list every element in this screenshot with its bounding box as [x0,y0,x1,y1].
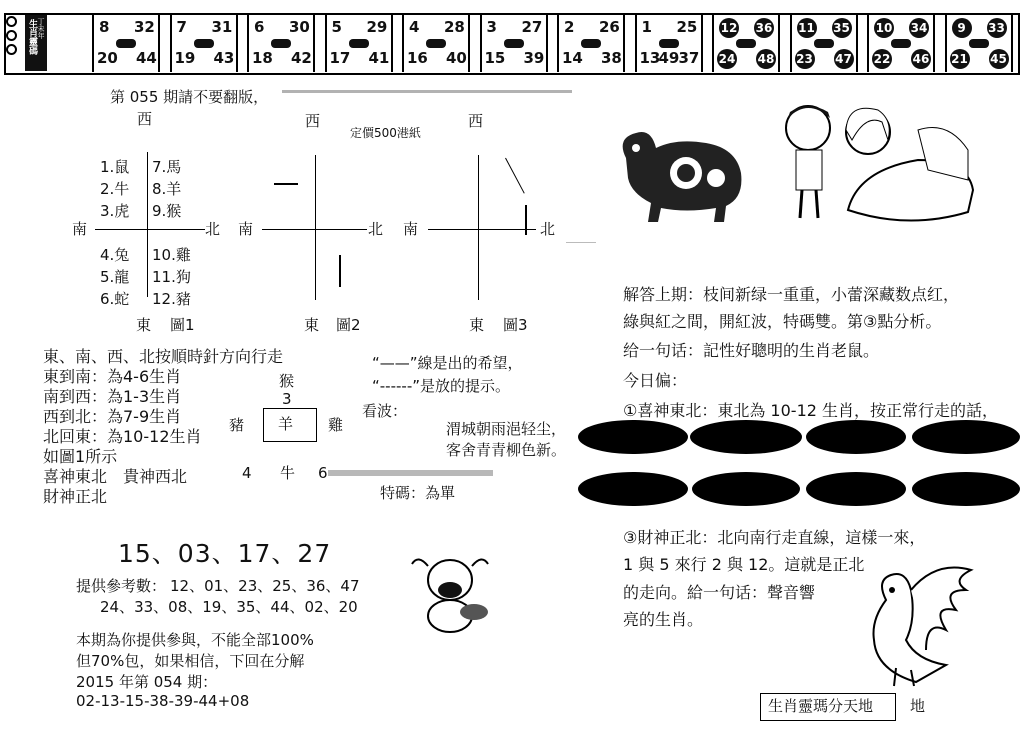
cell-bottom-right-number: 37 [678,49,700,67]
cell-top-right-number: 29 [366,18,388,36]
number-cell [635,15,703,72]
fig1-zodiac-item: 7.馬 [152,158,182,176]
redaction-mark [692,472,800,506]
number-cell [92,15,160,72]
cell-top-left-number: 9 [952,18,972,38]
number-cell [945,15,1013,72]
disclaimer-1: 本期為你提供參與，不能全部100% [76,631,314,649]
fig1-north: 北 [205,220,221,238]
fig2-north: 北 [368,220,384,238]
fig1-zodiac-item: 3.虎 [100,202,130,220]
cell-bottom-left-number: 20 [97,49,118,67]
fig3-diag-line [505,158,525,194]
answer-line: ①喜神東北：東北為 10-12 生肖，按正常行走的話， [623,401,999,420]
cell-top-left-number: 11 [797,18,817,38]
number-cell [170,15,238,72]
reference-label: 提供參考數： [76,577,167,595]
cell-top-left-number: 5 [331,18,342,36]
zodiac-silhouette-icon [969,39,989,48]
ring-icon [6,16,17,27]
direction-rule-line: 東到南：為4-6生肖 [43,367,182,386]
number-cell [790,15,858,72]
cell-bottom-right-number: 44 [136,49,157,67]
cell-bottom-right-number: 45 [989,49,1009,69]
fig1-zodiac-item: 10.雞 [152,246,191,264]
legend-dashed: “------”是放的提示。 [372,377,511,395]
ring-icon [6,30,17,41]
binder-rings [6,16,20,58]
zodiac-silhouette-icon [426,39,446,48]
zodiac-silhouette-icon [271,39,291,48]
cell-bottom-right-number: 41 [368,49,390,67]
cell-bottom-left-number: 22 [872,49,892,69]
cell-top-left-number: 8 [99,18,110,36]
number-cell [557,15,625,72]
fig2-caption: 圖2 [336,316,361,334]
cell-bottom-left-number: 13 [639,49,661,67]
cell-top-right-number: 31 [211,18,233,36]
fig3-tail-line [566,242,596,243]
direction-rule-line: 北回東：為10-12生肖 [43,427,202,446]
redaction-mark [912,472,1020,506]
reference-line-1: 12、01、23、25、36、47 [170,577,360,595]
mini-center: 羊 [278,415,294,433]
number-cell [325,15,393,72]
zodiac-silhouette-icon [504,39,524,48]
fig1-zodiac-item: 1.鼠 [100,158,130,176]
fig1-vline [147,152,148,297]
previous-issue-result: 02-13-15-38-39-44+08 [76,692,250,710]
cell-top-right-number: 34 [909,18,929,38]
fig1-zodiac-item: 9.猴 [152,202,182,220]
zodiac-silhouette-icon [891,39,911,48]
fig1-west: 西 [137,110,153,128]
answer-line: 解答上期：枝间新绿一重重，小蕾深藏数点红， [623,285,960,304]
cell-bottom-right-number: 43 [213,49,235,67]
fig1-caption: 圖1 [170,316,195,334]
direction-rule-line: 西到北：為7-9生肖 [43,407,182,426]
cell-top-right-number: 25 [676,18,698,36]
zodiac-silhouette-icon [349,39,369,48]
redaction-mark [806,420,906,454]
number-cell [247,15,315,72]
mini-bottom-left: 4 [242,464,252,482]
rooster-icon [856,560,976,690]
cell-bottom-left-number: 19 [174,49,196,67]
cell-bottom-left-number: 17 [329,49,351,67]
fig1-hline [95,229,205,230]
fig2-hope-line-2 [339,255,341,287]
fig3-hope-line [525,205,527,235]
fig2-hope-line [274,183,298,185]
issue-notice: 第 055 期請不要翻版， [110,88,269,106]
cell-top-right-number: 36 [754,18,774,38]
answer-line: 的走向。給一句话：聲音響 [623,583,816,602]
mini-bottom-mid: 牛 [280,464,296,482]
zodiac-silhouette-icon [659,39,679,48]
redaction-mark [690,420,802,454]
pick-numbers: 15、03、17、27 [118,539,332,568]
special-number-hint: 特碼：為單 [380,484,456,502]
fig3-south: 南 [403,220,419,238]
zodiac-silhouette-icon [116,39,136,48]
goat-papercut-icon [606,118,754,226]
number-cell [402,15,470,72]
price-label: 定價500港紙 [350,126,421,140]
cell-bottom-left-number: 23 [795,49,815,69]
cell-bottom-right-number: 42 [291,49,312,67]
fig2-east: 東 [304,316,320,334]
badge-year: 丁未年 [37,18,45,39]
fig1-zodiac-item: 4.兔 [100,246,130,264]
fig1-zodiac-item: 11.狗 [152,268,191,286]
fig1-zodiac-item: 12.豬 [152,290,191,308]
mini-top-label: 猴 [279,372,295,390]
torn-line [282,90,572,93]
footer-tail: 地 [910,697,926,715]
redaction-mark [806,472,906,506]
direction-rule-line: 財神正北 [43,487,108,506]
badge-title: 生肖靈碼 [27,19,37,55]
cell-top-left-number: 4 [409,18,420,36]
cell-bottom-right-number: 47 [834,49,854,69]
torn-strip [328,470,493,476]
redaction-mark [578,420,688,454]
cell-bottom-left-number: 16 [407,49,428,67]
cell-bottom-right-number: 40 [446,49,467,67]
answer-line: 亮的生肖。 [623,610,704,629]
number-cell [712,15,780,72]
mini-right: 雞 [328,416,344,434]
fig1-zodiac-item: 6.蛇 [100,290,130,308]
cell-top-left-number: 12 [719,18,739,38]
cell-bottom-left-number: 14 [562,49,583,67]
legend-solid: “——”線是出的希望， [372,354,523,372]
cell-top-right-number: 35 [832,18,852,38]
fig3-hline [428,229,536,230]
cell-top-right-number: 33 [987,18,1007,38]
cell-bottom-middle-number: 49 [658,49,680,67]
cell-top-right-number: 27 [521,18,543,36]
zodiac-silhouette-icon [814,39,834,48]
cell-top-left-number: 6 [254,18,265,36]
cell-bottom-right-number: 46 [911,49,931,69]
redaction-mark [912,420,1020,454]
zodiac-silhouette-icon [581,39,601,48]
fig3-west: 西 [468,112,484,130]
ox-cartoon-icon [404,550,496,638]
fig1-zodiac-item: 5.龍 [100,268,130,286]
cell-top-left-number: 7 [176,18,187,36]
fig3-vline [478,155,479,300]
cell-bottom-right-number: 38 [601,49,622,67]
mini-left: 豬 [229,416,245,434]
cell-top-left-number: 3 [486,18,497,36]
direction-rule-line: 南到西：為1-3生肖 [43,387,182,406]
previous-issue-title: 2015 年第 054 期： [76,673,218,691]
cell-bottom-right-number: 39 [523,49,545,67]
zodiac-silhouette-icon [736,39,756,48]
fig1-zodiac-item: 2.牛 [100,180,130,198]
cell-bottom-left-number: 24 [717,49,737,69]
poem-line-2: 客舍青青柳色新。 [446,441,567,459]
cell-top-right-number: 28 [444,18,465,36]
cell-bottom-left-number: 21 [950,49,970,69]
number-cell [867,15,935,72]
footer-box-text: 生肖靈瑪分天地 [768,697,874,715]
kids-cartoon-icon [778,100,978,230]
disclaimer-2: 但70%包，如果相信，下回在分解 [76,652,305,670]
cell-top-right-number: 30 [289,18,310,36]
fig2-west: 西 [305,112,321,130]
cell-top-left-number: 1 [641,18,652,36]
cell-top-left-number: 10 [874,18,894,38]
cell-top-right-number: 32 [134,18,155,36]
fig3-east: 東 [469,316,485,334]
number-cell [480,15,548,72]
cell-top-left-number: 2 [564,18,575,36]
answer-line: 给一句话：記性好聰明的生肖老鼠。 [623,341,880,360]
mini-bottom-right: 6 [318,464,328,482]
redaction-mark [578,472,688,506]
fig1-south: 南 [72,220,88,238]
cell-bottom-right-number: 48 [756,49,776,69]
zodiac-silhouette-icon [194,39,214,48]
fig3-north: 北 [540,220,556,238]
zodiac-badge [25,15,47,71]
ring-icon [6,44,17,55]
mini-top-num: 3 [282,390,292,408]
fig2-south: 南 [238,220,254,238]
answer-line: 今日偏： [623,371,688,390]
answer-line: ③財神正北：北向南行走直線，這樣一來， [623,528,926,547]
fig1-east: 東 [136,316,152,334]
direction-rule-line: 如圖1所示 [43,447,118,466]
fig1-zodiac-item: 8.羊 [152,180,182,198]
cell-top-right-number: 26 [599,18,620,36]
poem-line-1: 渭城朝雨浥轻尘， [446,420,567,438]
cell-bottom-left-number: 18 [252,49,273,67]
direction-rule-line: 東、南、西、北按順時針方向行走 [43,347,284,366]
poem-label: 看波： [362,402,408,420]
answer-line: 綠與紅之間，開紅波，特碼雙。第③點分析。 [623,312,942,331]
answer-line: 1 與 5 來行 2 與 12。這就是正北 [623,555,865,574]
cell-bottom-left-number: 15 [484,49,506,67]
fig2-hline [262,229,367,230]
fig2-vline [315,155,316,300]
reference-line-2: 24、33、08、19、35、44、02、20 [100,598,358,616]
fig3-caption: 圖3 [503,316,528,334]
direction-rule-line: 喜神東北 貴神西北 [43,467,188,486]
